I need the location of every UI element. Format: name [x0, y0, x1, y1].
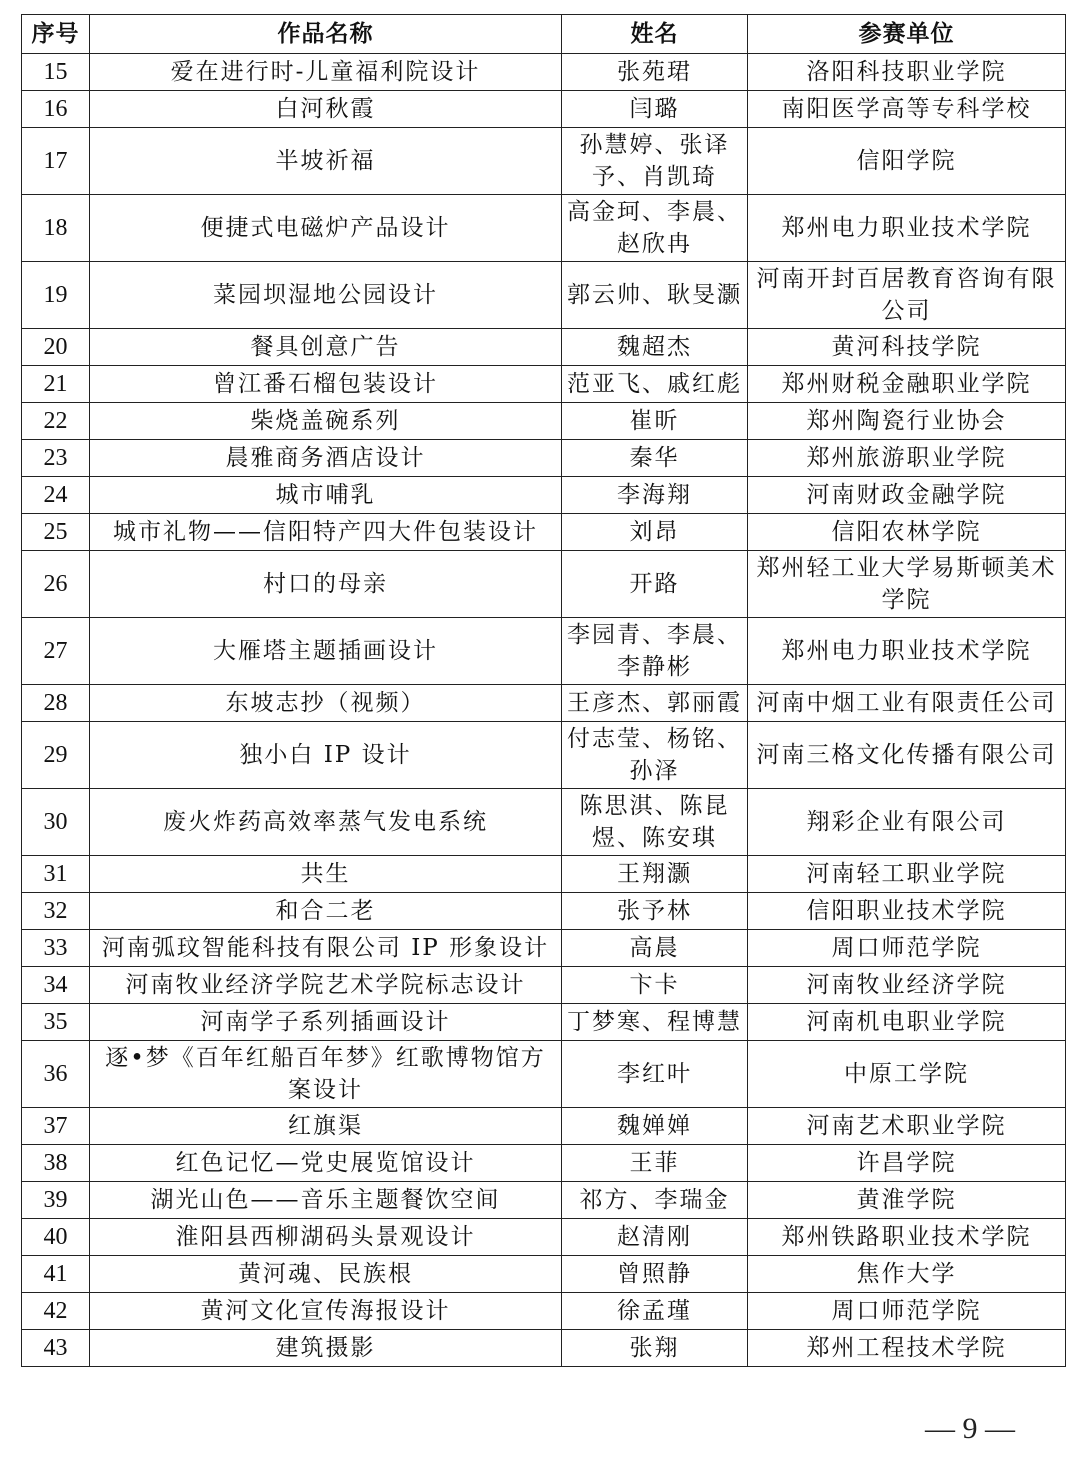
cell-serial-number: 22 [22, 403, 90, 440]
cell-work-title: 便捷式电磁炉产品设计 [90, 195, 562, 262]
table-row [22, 856, 1066, 893]
cell-unit: 周口师范学院 [748, 1293, 1066, 1330]
table-body [22, 54, 1066, 1367]
table-row [22, 551, 1066, 618]
table-row [22, 722, 1066, 789]
award-list-table-wrapper [21, 14, 1065, 1367]
table-row [22, 514, 1066, 551]
table-row [22, 1145, 1066, 1182]
table-row [22, 685, 1066, 722]
cell-serial-number: 41 [22, 1256, 90, 1293]
cell-name: 丁梦寒、程博慧 [562, 1004, 748, 1041]
table-header-row [22, 15, 1066, 54]
cell-work-title: 爱在进行时-儿童福利院设计 [90, 54, 562, 91]
cell-work-title: 淮阳县西柳湖码头景观设计 [90, 1219, 562, 1256]
cell-name: 开路 [562, 551, 748, 618]
cell-name: 徐孟瑾 [562, 1293, 748, 1330]
cell-serial-number: 34 [22, 967, 90, 1004]
cell-unit: 郑州轻工业大学易斯顿美术学院 [748, 551, 1066, 618]
cell-work-title: 逐•梦《百年红船百年梦》红歌博物馆方案设计 [90, 1041, 562, 1108]
cell-serial-number: 17 [22, 128, 90, 195]
cell-name: 闫璐 [562, 91, 748, 128]
cell-work-title: 建筑摄影 [90, 1330, 562, 1367]
cell-work-title: 红旗渠 [90, 1108, 562, 1145]
cell-serial-number: 40 [22, 1219, 90, 1256]
cell-name: 高金珂、李晨、赵欣冉 [562, 195, 748, 262]
cell-work-title: 和合二老 [90, 893, 562, 930]
cell-serial-number: 26 [22, 551, 90, 618]
cell-unit: 郑州财税金融职业学院 [748, 366, 1066, 403]
cell-name: 郭云帅、耿旻灏 [562, 262, 748, 329]
cell-name: 曾照静 [562, 1256, 748, 1293]
cell-unit: 郑州电力职业技术学院 [748, 195, 1066, 262]
cell-name: 卞卡 [562, 967, 748, 1004]
cell-unit: 郑州旅游职业学院 [748, 440, 1066, 477]
cell-serial-number: 27 [22, 618, 90, 685]
cell-work-title: 大雁塔主题插画设计 [90, 618, 562, 685]
cell-name: 李海翔 [562, 477, 748, 514]
cell-name: 赵清刚 [562, 1219, 748, 1256]
cell-serial-number: 20 [22, 329, 90, 366]
table-row [22, 477, 1066, 514]
cell-serial-number: 38 [22, 1145, 90, 1182]
cell-unit: 焦作大学 [748, 1256, 1066, 1293]
table-row [22, 618, 1066, 685]
cell-unit: 郑州工程技术学院 [748, 1330, 1066, 1367]
cell-name: 王菲 [562, 1145, 748, 1182]
table-row [22, 967, 1066, 1004]
cell-unit: 河南牧业经济学院 [748, 967, 1066, 1004]
header-serial-number: 序号 [22, 15, 90, 54]
cell-unit: 黄河科技学院 [748, 329, 1066, 366]
cell-unit: 郑州铁路职业技术学院 [748, 1219, 1066, 1256]
table-row [22, 195, 1066, 262]
cell-serial-number: 18 [22, 195, 90, 262]
cell-name: 高晨 [562, 930, 748, 967]
header-work-title: 作品名称 [90, 15, 562, 54]
cell-serial-number: 43 [22, 1330, 90, 1367]
cell-serial-number: 23 [22, 440, 90, 477]
table-row [22, 1219, 1066, 1256]
cell-name: 崔昕 [562, 403, 748, 440]
cell-serial-number: 33 [22, 930, 90, 967]
cell-unit: 信阳职业技术学院 [748, 893, 1066, 930]
cell-unit: 黄淮学院 [748, 1182, 1066, 1219]
cell-work-title: 村口的母亲 [90, 551, 562, 618]
cell-name: 付志莹、杨铭、孙泽 [562, 722, 748, 789]
cell-serial-number: 16 [22, 91, 90, 128]
cell-work-title: 白河秋霞 [90, 91, 562, 128]
cell-serial-number: 15 [22, 54, 90, 91]
cell-name: 秦华 [562, 440, 748, 477]
table-row [22, 403, 1066, 440]
cell-unit: 河南轻工职业学院 [748, 856, 1066, 893]
cell-work-title: 晨雅商务酒店设计 [90, 440, 562, 477]
cell-work-title: 城市礼物——信阳特产四大件包装设计 [90, 514, 562, 551]
cell-unit: 信阳学院 [748, 128, 1066, 195]
cell-name: 魏超杰 [562, 329, 748, 366]
cell-work-title: 独小白 IP 设计 [90, 722, 562, 789]
cell-unit: 郑州电力职业技术学院 [748, 618, 1066, 685]
cell-work-title: 共生 [90, 856, 562, 893]
cell-name: 张翔 [562, 1330, 748, 1367]
table-row [22, 366, 1066, 403]
table-row [22, 1293, 1066, 1330]
cell-serial-number: 39 [22, 1182, 90, 1219]
cell-serial-number: 36 [22, 1041, 90, 1108]
cell-serial-number: 25 [22, 514, 90, 551]
cell-serial-number: 24 [22, 477, 90, 514]
cell-serial-number: 29 [22, 722, 90, 789]
table-row [22, 128, 1066, 195]
cell-unit: 中原工学院 [748, 1041, 1066, 1108]
cell-serial-number: 31 [22, 856, 90, 893]
table-row [22, 54, 1066, 91]
cell-name: 王翔灏 [562, 856, 748, 893]
cell-work-title: 红色记忆—党史展览馆设计 [90, 1145, 562, 1182]
table-row [22, 1330, 1066, 1367]
table-row [22, 329, 1066, 366]
table-row [22, 1041, 1066, 1108]
cell-work-title: 废火炸药高效率蒸气发电系统 [90, 789, 562, 856]
cell-work-title: 餐具创意广告 [90, 329, 562, 366]
cell-unit: 南阳医学高等专科学校 [748, 91, 1066, 128]
table-row [22, 1004, 1066, 1041]
cell-name: 张予林 [562, 893, 748, 930]
cell-unit: 翔彩企业有限公司 [748, 789, 1066, 856]
cell-unit: 信阳农林学院 [748, 514, 1066, 551]
cell-work-title: 菜园坝湿地公园设计 [90, 262, 562, 329]
award-list-table [21, 14, 1066, 1367]
header-unit: 参赛单位 [748, 15, 1066, 54]
table-row [22, 1108, 1066, 1145]
cell-unit: 河南财政金融学院 [748, 477, 1066, 514]
cell-serial-number: 37 [22, 1108, 90, 1145]
cell-name: 李红叶 [562, 1041, 748, 1108]
table-row [22, 1256, 1066, 1293]
cell-name: 魏婵婵 [562, 1108, 748, 1145]
cell-name: 刘昂 [562, 514, 748, 551]
cell-work-title: 曾江番石榴包装设计 [90, 366, 562, 403]
cell-serial-number: 32 [22, 893, 90, 930]
cell-name: 李园青、李晨、李静彬 [562, 618, 748, 685]
table-row [22, 789, 1066, 856]
cell-serial-number: 21 [22, 366, 90, 403]
cell-name: 王彦杰、郭丽霞 [562, 685, 748, 722]
cell-work-title: 河南学子系列插画设计 [90, 1004, 562, 1041]
cell-unit: 河南中烟工业有限责任公司 [748, 685, 1066, 722]
cell-serial-number: 42 [22, 1293, 90, 1330]
cell-serial-number: 30 [22, 789, 90, 856]
cell-work-title: 东坡志抄（视频） [90, 685, 562, 722]
cell-name: 范亚飞、戚红彪 [562, 366, 748, 403]
cell-serial-number: 19 [22, 262, 90, 329]
cell-unit: 郑州陶瓷行业协会 [748, 403, 1066, 440]
cell-work-title: 黄河文化宣传海报设计 [90, 1293, 562, 1330]
cell-serial-number: 28 [22, 685, 90, 722]
cell-unit: 河南三格文化传播有限公司 [748, 722, 1066, 789]
cell-work-title: 半坡祈福 [90, 128, 562, 195]
cell-unit: 洛阳科技职业学院 [748, 54, 1066, 91]
table-row [22, 1182, 1066, 1219]
cell-work-title: 城市哺乳 [90, 477, 562, 514]
cell-unit: 河南艺术职业学院 [748, 1108, 1066, 1145]
table-row [22, 893, 1066, 930]
cell-name: 陈思淇、陈昆煜、陈安琪 [562, 789, 748, 856]
cell-unit: 河南开封百居教育咨询有限公司 [748, 262, 1066, 329]
cell-work-title: 河南牧业经济学院艺术学院标志设计 [90, 967, 562, 1004]
table-row [22, 262, 1066, 329]
table-row [22, 440, 1066, 477]
table-row [22, 930, 1066, 967]
cell-unit: 许昌学院 [748, 1145, 1066, 1182]
table-row [22, 91, 1066, 128]
cell-name: 张苑珺 [562, 54, 748, 91]
cell-name: 祁方、李瑞金 [562, 1182, 748, 1219]
cell-work-title: 柴烧盖碗系列 [90, 403, 562, 440]
cell-work-title: 河南弧玟智能科技有限公司 IP 形象设计 [90, 930, 562, 967]
cell-work-title: 黄河魂、民族根 [90, 1256, 562, 1293]
cell-unit: 河南机电职业学院 [748, 1004, 1066, 1041]
header-name: 姓名 [562, 15, 748, 54]
cell-unit: 周口师范学院 [748, 930, 1066, 967]
page-number: — 9 — [925, 1412, 1015, 1445]
cell-work-title: 湖光山色——音乐主题餐饮空间 [90, 1182, 562, 1219]
cell-name: 孙慧婷、张译予、肖凯琦 [562, 128, 748, 195]
cell-serial-number: 35 [22, 1004, 90, 1041]
